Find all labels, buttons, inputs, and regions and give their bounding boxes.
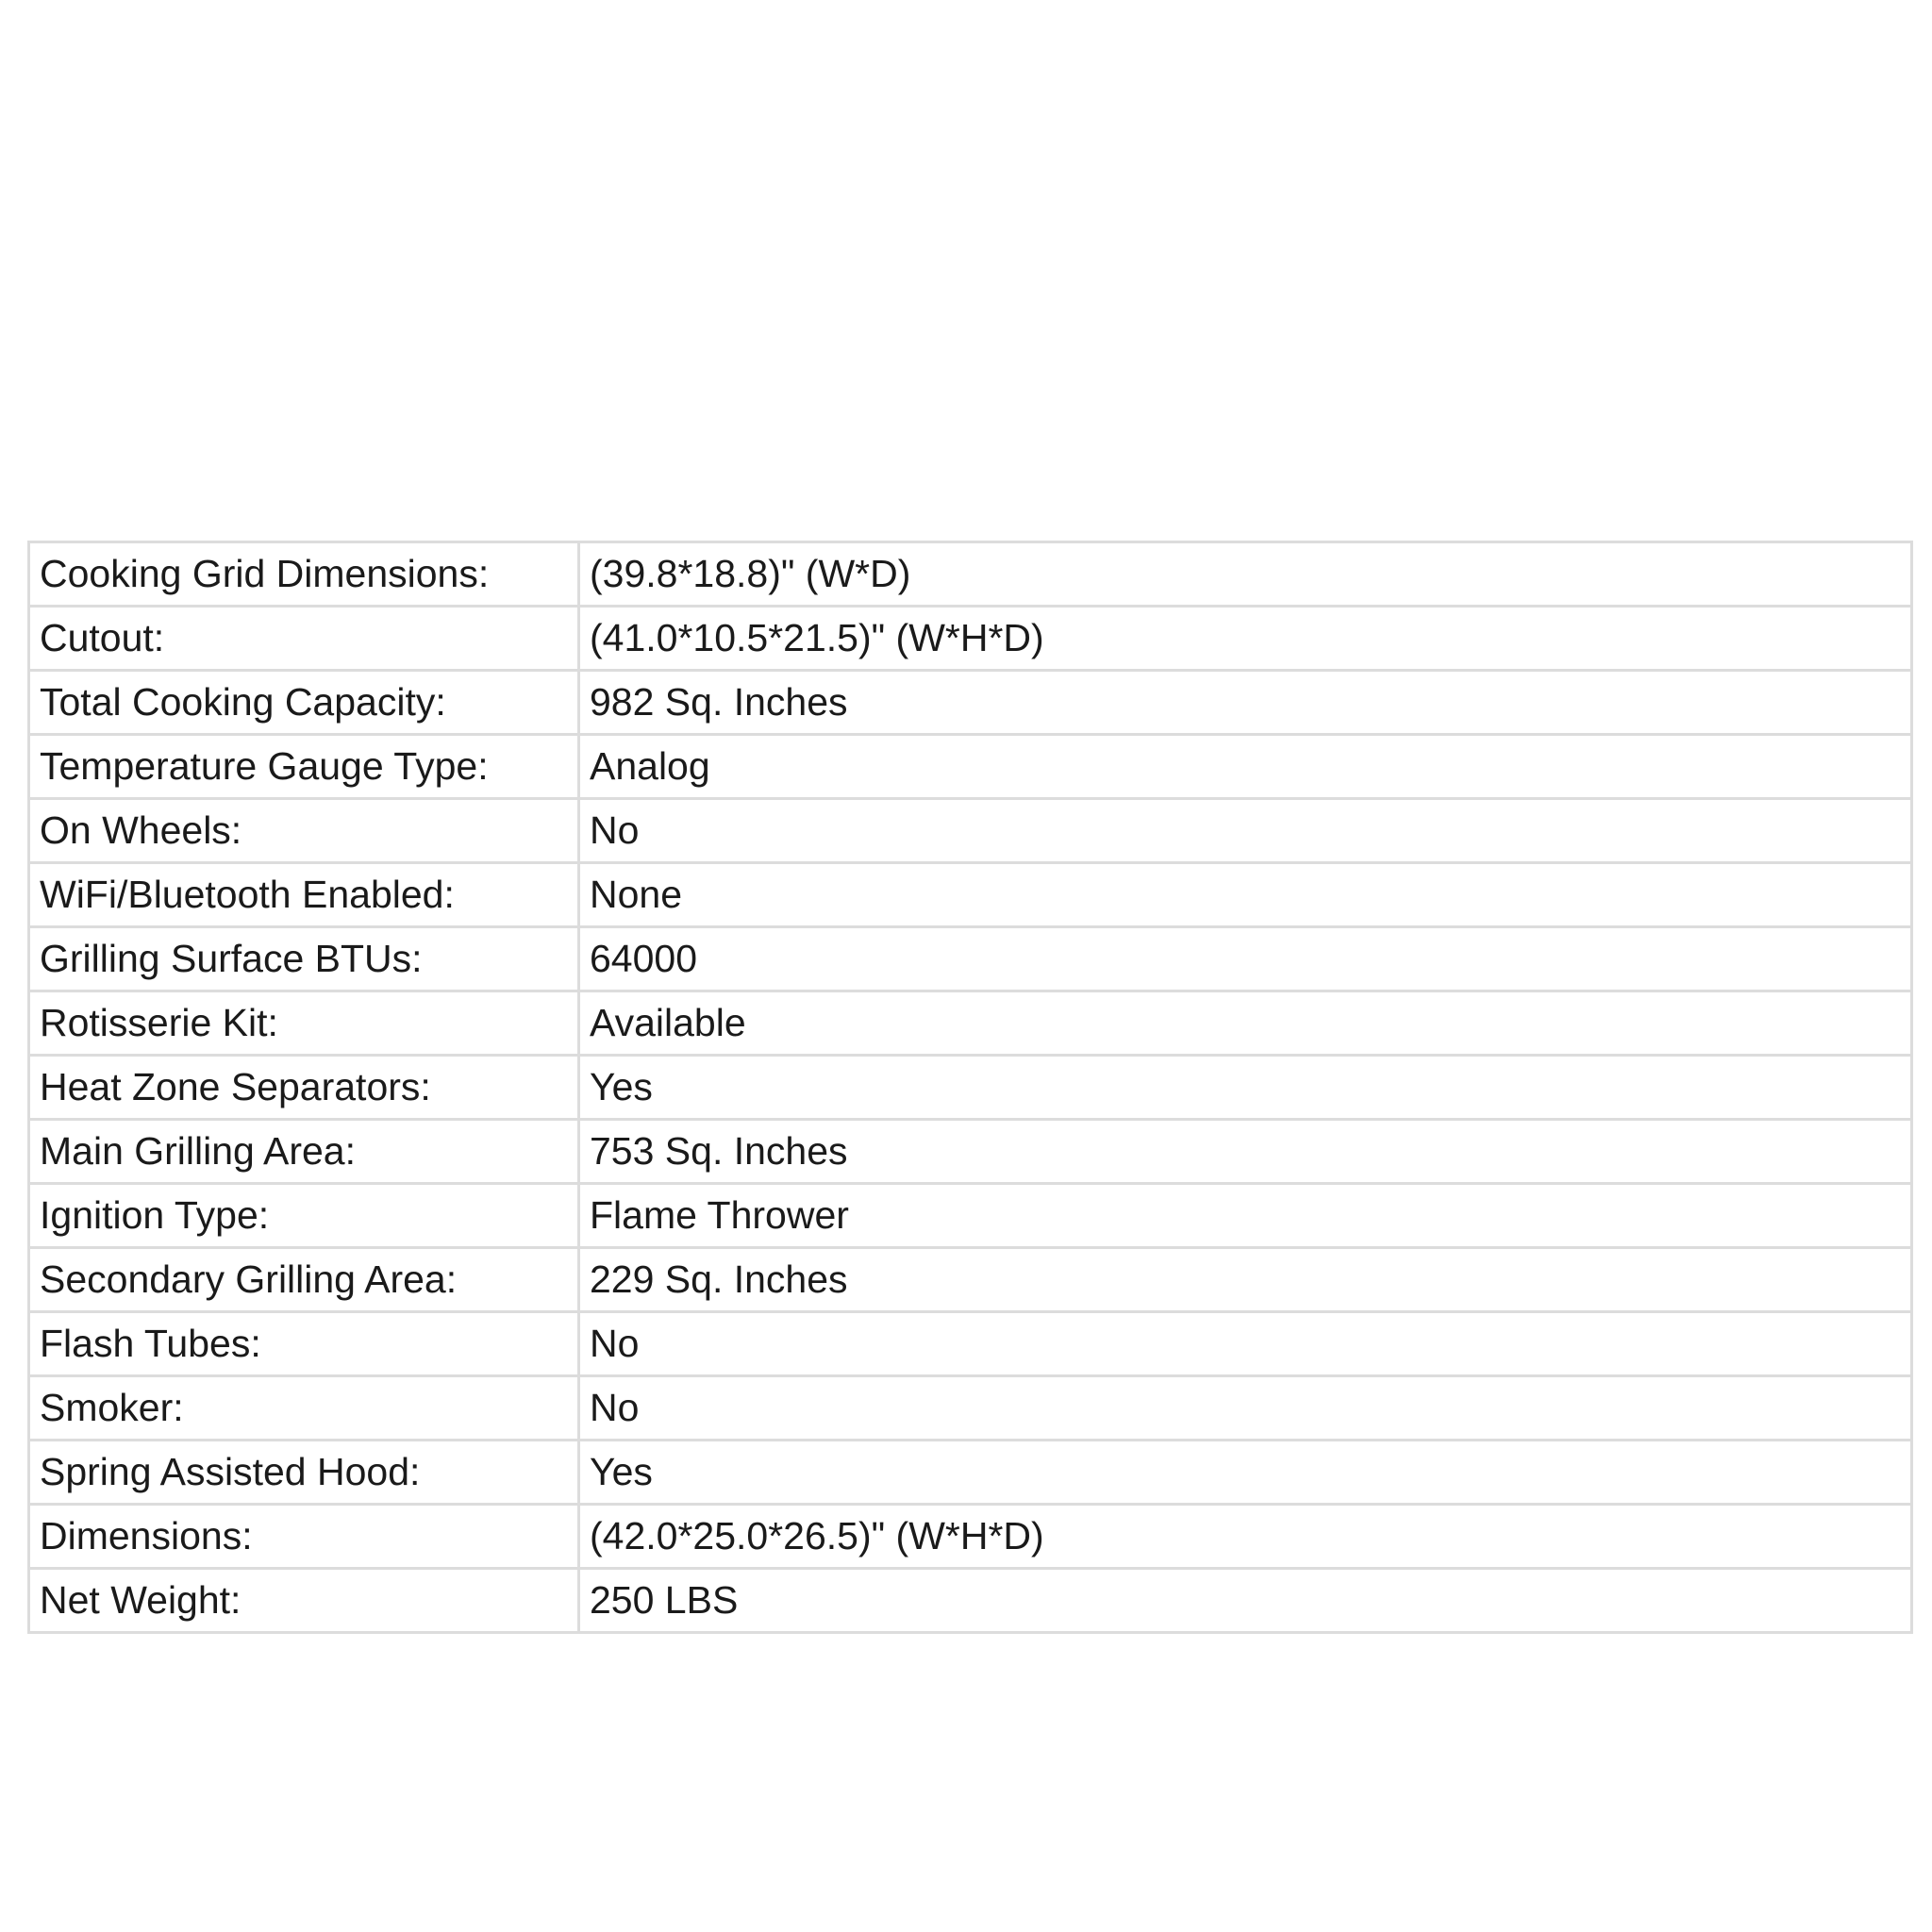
table-row — [29, 1184, 1912, 1248]
spec-label: Temperature Gauge Type: — [29, 735, 579, 799]
table-row — [29, 607, 1912, 671]
spec-value: (41.0*10.5*21.5)" (W*H*D) — [579, 607, 1912, 671]
spec-value: No — [579, 1312, 1912, 1376]
table-row — [29, 542, 1912, 607]
spec-value: 229 Sq. Inches — [579, 1248, 1912, 1312]
table-row — [29, 1056, 1912, 1120]
spec-value: (39.8*18.8)" (W*D) — [579, 542, 1912, 607]
spec-value: 250 LBS — [579, 1569, 1912, 1633]
table-row — [29, 799, 1912, 863]
table-row — [29, 991, 1912, 1056]
spec-label: Spring Assisted Hood: — [29, 1441, 579, 1505]
table-row — [29, 1569, 1912, 1633]
table-row — [29, 671, 1912, 735]
spec-label: Cutout: — [29, 607, 579, 671]
table-row — [29, 1441, 1912, 1505]
table-row — [29, 1312, 1912, 1376]
table-row — [29, 1505, 1912, 1569]
spec-label: Secondary Grilling Area: — [29, 1248, 579, 1312]
spec-label: Smoker: — [29, 1376, 579, 1441]
spec-value: 753 Sq. Inches — [579, 1120, 1912, 1184]
spec-label: Flash Tubes: — [29, 1312, 579, 1376]
spec-label: WiFi/Bluetooth Enabled: — [29, 863, 579, 927]
spec-label: Heat Zone Separators: — [29, 1056, 579, 1120]
spec-label: Net Weight: — [29, 1569, 579, 1633]
table-row — [29, 1248, 1912, 1312]
spec-label: Main Grilling Area: — [29, 1120, 579, 1184]
spec-label: Grilling Surface BTUs: — [29, 927, 579, 991]
table-row — [29, 863, 1912, 927]
spec-value: No — [579, 1376, 1912, 1441]
spec-value: Analog — [579, 735, 1912, 799]
spec-value: 64000 — [579, 927, 1912, 991]
spec-value: Flame Thrower — [579, 1184, 1912, 1248]
table-row — [29, 735, 1912, 799]
spec-label: Rotisserie Kit: — [29, 991, 579, 1056]
spec-value: Yes — [579, 1056, 1912, 1120]
table-row — [29, 927, 1912, 991]
spec-value: None — [579, 863, 1912, 927]
spec-label: Ignition Type: — [29, 1184, 579, 1248]
spec-value: Available — [579, 991, 1912, 1056]
spec-label: On Wheels: — [29, 799, 579, 863]
spec-label: Cooking Grid Dimensions: — [29, 542, 579, 607]
table-row — [29, 1376, 1912, 1441]
table-row — [29, 1120, 1912, 1184]
spec-value: No — [579, 799, 1912, 863]
spec-label: Dimensions: — [29, 1505, 579, 1569]
specifications-table — [27, 541, 1913, 1634]
spec-label: Total Cooking Capacity: — [29, 671, 579, 735]
spec-value: Yes — [579, 1441, 1912, 1505]
spec-value: 982 Sq. Inches — [579, 671, 1912, 735]
spec-value: (42.0*25.0*26.5)" (W*H*D) — [579, 1505, 1912, 1569]
